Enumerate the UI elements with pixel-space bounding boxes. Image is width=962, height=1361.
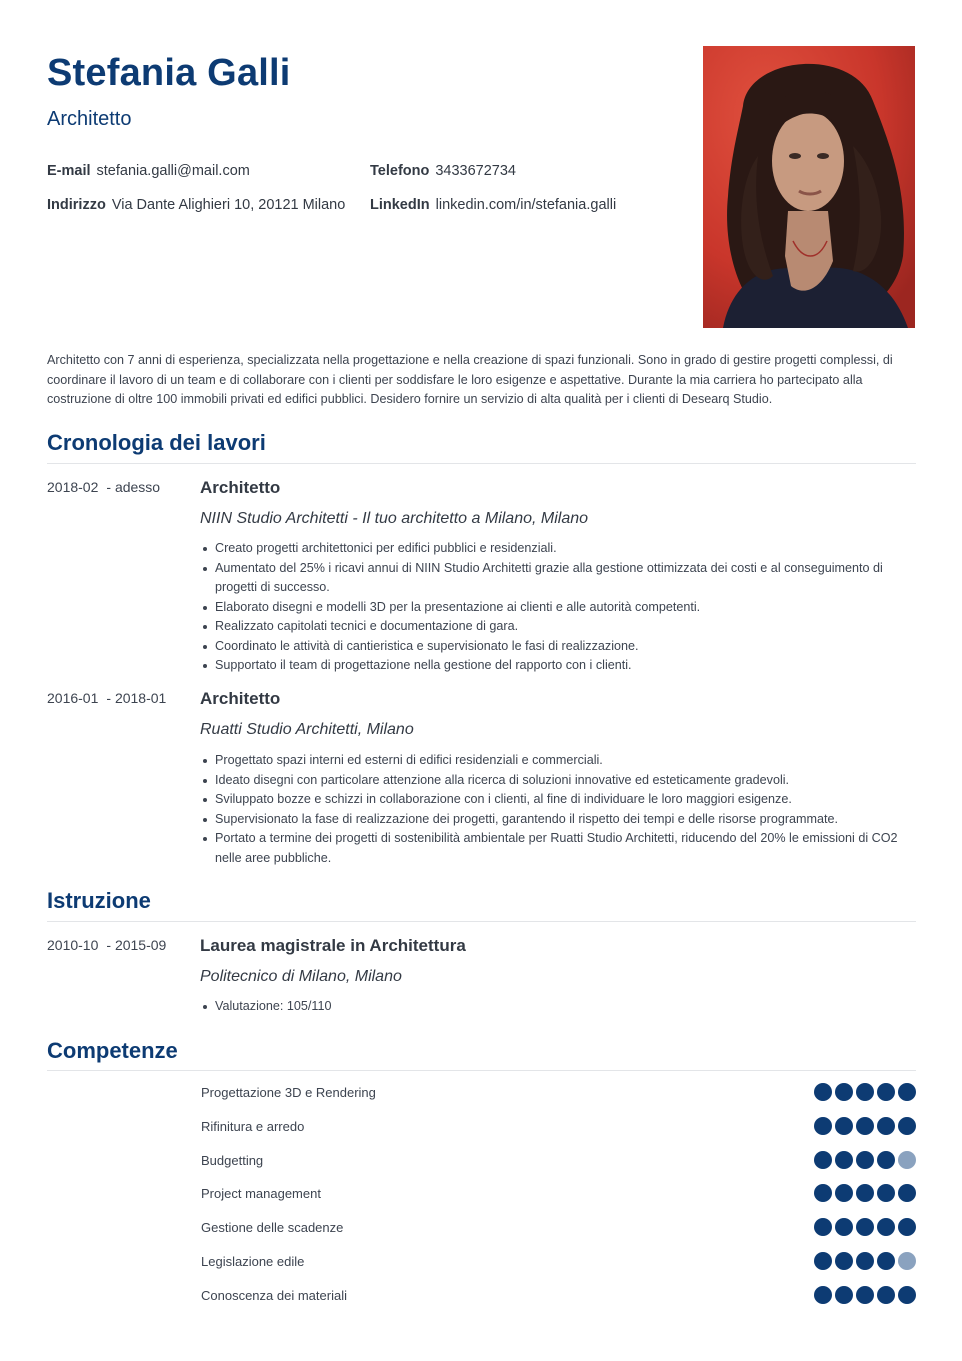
rating-dot-filled xyxy=(856,1083,874,1101)
skill-row xyxy=(201,1286,916,1306)
rating-dot-empty xyxy=(898,1252,916,1270)
skill-name: Project management xyxy=(201,1186,321,1201)
phone-value: 3433672734 xyxy=(435,163,516,179)
list-item: Creato progetti architettonici per edifici pubblici e residenziali. xyxy=(215,539,915,559)
education-1-school: Politecnico di Milano, Milano xyxy=(200,968,402,985)
rating-dot-filled xyxy=(877,1218,895,1236)
skill-rating xyxy=(814,1117,916,1135)
skill-rating xyxy=(814,1083,916,1101)
rating-dot-filled xyxy=(877,1252,895,1270)
education-1-bullets xyxy=(215,997,915,1017)
contact-email xyxy=(47,163,250,179)
rating-dot-filled xyxy=(814,1286,832,1304)
list-item: Realizzato capitolati tecnici e documentazione di gara. xyxy=(215,617,915,637)
rating-dot-filled xyxy=(835,1286,853,1304)
list-item: Supervisionato la fase di realizzazione dei progetti, garantendo il rispetto dei tempi e delle risorse programmate. xyxy=(215,810,915,830)
phone-label: Telefono xyxy=(370,163,430,179)
rating-dot-filled xyxy=(877,1117,895,1135)
list-item: Progettato spazi interni ed esterni di edifici residenziali e commerciali. xyxy=(215,751,915,771)
job-title-header: Architetto xyxy=(47,108,132,130)
experience-heading: Cronologia dei lavori xyxy=(47,430,266,455)
job-1-title: Architetto xyxy=(200,478,281,497)
education-1-degree: Laurea magistrale in Architettura xyxy=(200,936,466,955)
rating-dot-filled xyxy=(835,1252,853,1270)
rating-dot-filled xyxy=(835,1117,853,1135)
candidate-name: Stefania Galli xyxy=(47,52,291,94)
list-item: Supportato il team di progettazione nella gestione del rapporto con i clienti. xyxy=(215,656,915,676)
list-item: Aumentato del 25% i ricavi annui di NIIN Studio Architetti grazie alla gestione ottimizzata dei costi e al conseguimento di progetti di successo. xyxy=(215,559,915,598)
skill-row xyxy=(201,1218,916,1238)
job-1-end: - adesso xyxy=(106,479,161,495)
skill-name: Gestione delle scadenze xyxy=(201,1220,344,1235)
skill-rating xyxy=(814,1286,916,1304)
education-1-dates xyxy=(47,937,166,953)
skill-row xyxy=(201,1083,916,1103)
rating-dot-filled xyxy=(877,1286,895,1304)
job-2-end: - 2018-01 xyxy=(106,690,167,706)
contact-address xyxy=(47,197,345,213)
skill-name: Budgetting xyxy=(201,1153,264,1168)
rating-dot-filled xyxy=(898,1286,916,1304)
rating-dot-filled xyxy=(877,1083,895,1101)
rating-dot-filled xyxy=(835,1184,853,1202)
job-1-start: 2018-02 xyxy=(47,479,99,495)
email-value: stefania.galli@mail.com xyxy=(96,163,250,179)
list-item: Sviluppato bozze e schizzi in collaborazione con i clienti, al fine di individuare le loro maggiori esigenze. xyxy=(215,790,915,810)
rating-dot-filled xyxy=(835,1151,853,1169)
rating-dot-filled xyxy=(856,1117,874,1135)
skill-name: Progettazione 3D e Rendering xyxy=(201,1085,376,1100)
list-item: Coordinato le attività di cantieristica e supervisionato le fasi di realizzazione. xyxy=(215,637,915,657)
skill-name: Conoscenza dei materiali xyxy=(201,1288,347,1303)
section-divider xyxy=(47,463,916,464)
rating-dot-filled xyxy=(898,1218,916,1236)
address-label: Indirizzo xyxy=(47,197,106,213)
education-1-end: - 2015-09 xyxy=(106,937,167,953)
job-2-dates xyxy=(47,690,166,706)
list-item: Ideato disegni con particolare attenzione alla ricerca di soluzioni innovative ed esteticamente gradevoli. xyxy=(215,771,915,791)
job-2-bullets xyxy=(215,751,915,868)
rating-dot-filled xyxy=(898,1184,916,1202)
linkedin-value: linkedin.com/in/stefania.galli xyxy=(435,197,617,213)
rating-dot-filled xyxy=(856,1184,874,1202)
list-item: Elaborato disegni e modelli 3D per la presentazione ai clienti e alle autorità competenti. xyxy=(215,598,915,618)
list-item: Portato a termine dei progetti di sostenibilità ambientale per Ruatti Studio Architetti, riducendo del 20% le emissioni di CO2 nelle aree pubbliche. xyxy=(215,829,915,868)
section-divider xyxy=(47,1070,916,1071)
rating-dot-filled xyxy=(835,1083,853,1101)
rating-dot-filled xyxy=(814,1117,832,1135)
skill-row xyxy=(201,1117,916,1137)
rating-dot-filled xyxy=(814,1083,832,1101)
rating-dot-filled xyxy=(856,1151,874,1169)
address-value: Via Dante Alighieri 10, 20121 Milano xyxy=(111,197,346,213)
job-2-start: 2016-01 xyxy=(47,690,99,706)
rating-dot-filled xyxy=(856,1286,874,1304)
rating-dot-filled xyxy=(877,1151,895,1169)
skill-row xyxy=(201,1151,916,1171)
skill-rating xyxy=(814,1184,916,1202)
job-1-dates xyxy=(47,479,160,495)
skill-name: Legislazione edile xyxy=(201,1254,305,1269)
education-1-start: 2010-10 xyxy=(47,937,99,953)
skill-rating xyxy=(814,1252,916,1270)
rating-dot-filled xyxy=(856,1252,874,1270)
rating-dot-filled xyxy=(814,1151,832,1169)
rating-dot-empty xyxy=(898,1151,916,1169)
skill-row xyxy=(201,1252,916,1272)
job-2-title: Architetto xyxy=(200,689,281,708)
rating-dot-filled xyxy=(877,1184,895,1202)
contact-linkedin xyxy=(370,197,616,213)
rating-dot-filled xyxy=(814,1252,832,1270)
section-divider xyxy=(47,921,916,922)
rating-dot-filled xyxy=(814,1218,832,1236)
rating-dot-filled xyxy=(898,1083,916,1101)
list-item: Valutazione: 105/110 xyxy=(215,997,915,1017)
skill-rating xyxy=(814,1218,916,1236)
skill-row xyxy=(201,1184,916,1204)
job-1-company: NIIN Studio Architetti - Il tuo architetto a Milano, Milano xyxy=(200,510,589,527)
skills-heading: Competenze xyxy=(47,1038,178,1063)
rating-dot-filled xyxy=(835,1218,853,1236)
email-label: E-mail xyxy=(47,163,91,179)
linkedin-label: LinkedIn xyxy=(370,197,430,213)
profile-summary: Architetto con 7 anni di esperienza, specializzata nella progettazione e nella creazione di spazi funzionali. Sono in grado di gestire progetti complessi, di coordinare il lavoro di un team e di collaborare con i clienti per soddisfare le loro esigenze e aspettative. Durante la mia carriera ho partecipato alla costruzione di oltre 100 immobili privati ed edifici pubblici. Desidero fornire un servizio di alta qualità per i clienti di Desearq Studio. xyxy=(47,353,893,406)
job-1-bullets xyxy=(215,539,915,676)
profile-photo xyxy=(703,46,915,328)
job-2-company: Ruatti Studio Architetti, Milano xyxy=(200,721,414,738)
rating-dot-filled xyxy=(856,1218,874,1236)
contact-phone xyxy=(370,163,516,179)
skill-rating xyxy=(814,1151,916,1169)
rating-dot-filled xyxy=(898,1117,916,1135)
education-heading: Istruzione xyxy=(47,888,151,913)
skill-name: Rifinitura e arredo xyxy=(201,1119,305,1134)
rating-dot-filled xyxy=(814,1184,832,1202)
